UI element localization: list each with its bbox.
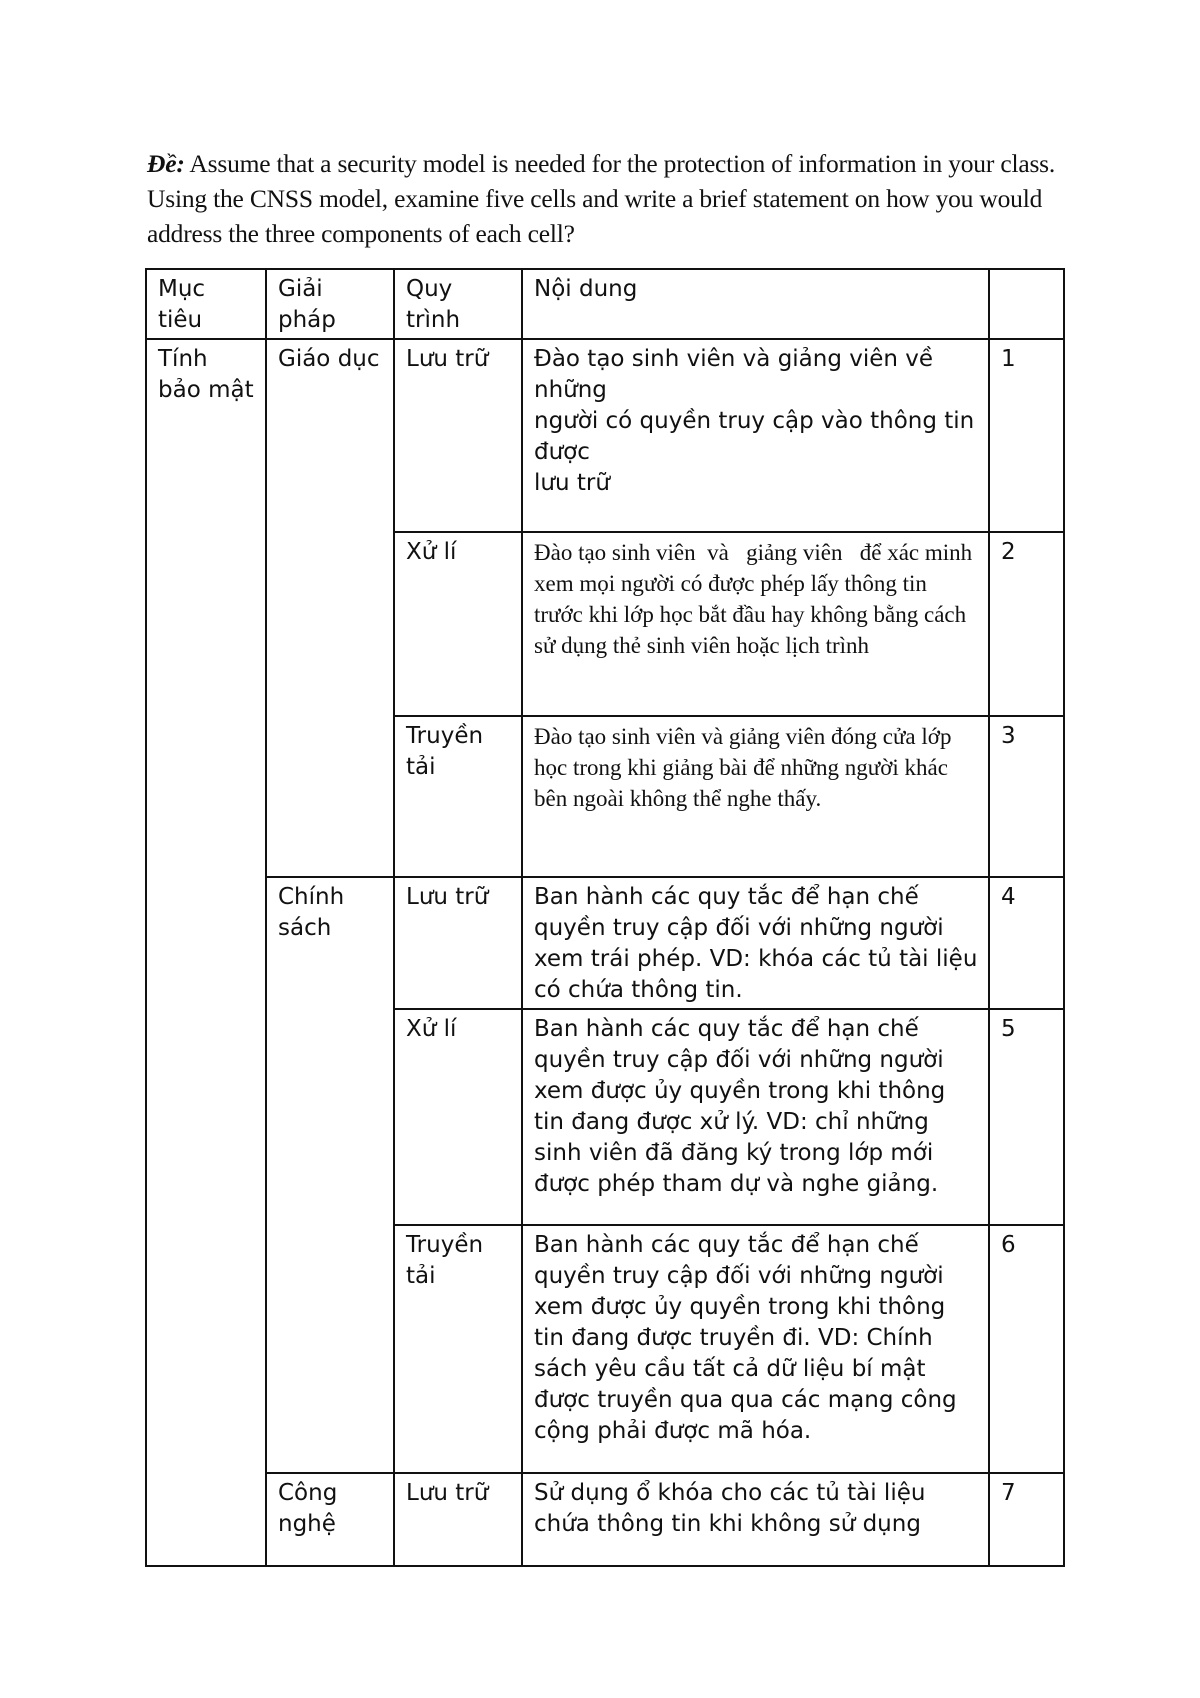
quy-trinh-cell: Truyền tải [394,1225,522,1473]
so-cell: 1 [989,339,1064,532]
giai-phap-chinh-sach: Chính sách [266,877,394,1473]
header-muc-tieu: Mục tiêu [146,269,266,339]
noi-dung-cell: Ban hành các quy tắc để hạn chế quyền truy cập đối với những người xem được ủy quyền trong khi thông tin đang được truyền đi. VD: Chính sách yêu cầu tất cả dữ liệu bí mật được truyền qua qua các mạng công cộng phải được mã hóa. [522,1225,989,1473]
quy-trinh-cell: Xử lí [394,532,522,716]
giai-phap-cong-nghe: Công nghệ [266,1473,394,1566]
noi-dung-cell: Ban hành các quy tắc để hạn chế quyền truy cập đối với những người xem trái phép. VD: khóa các tủ tài liệu có chứa thông tin. [522,877,989,1009]
prompt-lead: Đề: [147,149,185,178]
header-noi-dung: Nội dung [522,269,989,339]
quy-trinh-cell: Truyền tải [394,716,522,877]
noi-dung-cell: Đào tạo sinh viên và giảng viên đóng cửa lớp học trong khi giảng bài để những người khác bên ngoài không thể nghe thấy. [522,716,989,877]
table-row [146,339,1064,532]
quy-trinh-cell: Xử lí [394,1009,522,1225]
so-cell: 7 [989,1473,1064,1566]
table-row [146,1473,1064,1566]
noi-dung-cell: Đào tạo sinh viên và giảng viên để xác minh xem mọi người có được phép lấy thông tin trước khi lớp học bắt đầu hay không bằng cách sử dụng thẻ sinh viên hoặc lịch trình [522,532,989,716]
giai-phap-giao-duc: Giáo dục [266,339,394,877]
quy-trinh-cell: Lưu trữ [394,877,522,1009]
noi-dung-cell: Sử dụng ổ khóa cho các tủ tài liệu chứa thông tin khi không sử dụng [522,1473,989,1566]
so-cell: 2 [989,532,1064,716]
table-header-row [146,269,1064,339]
muc-tieu-cell: Tính bảo mật [146,339,266,1566]
quy-trinh-cell: Lưu trữ [394,339,522,532]
so-cell: 4 [989,877,1064,1009]
prompt-text: Assume that a security model is needed for the protection of information in your class. Using the CNSS model, examine five cells and write a brief statement on how you would address the three components of each cell? [147,149,1056,248]
header-giai-phap: Giải pháp [266,269,394,339]
so-cell: 5 [989,1009,1064,1225]
so-cell: 3 [989,716,1064,877]
assignment-prompt [147,146,1067,251]
noi-dung-cell: Ban hành các quy tắc để hạn chế quyền truy cập đối với những người xem được ủy quyền trong khi thông tin đang được xử lý. VD: chỉ những sinh viên đã đăng ký trong lớp mới được phép tham dự và nghe giảng. [522,1009,989,1225]
so-cell: 6 [989,1225,1064,1473]
header-quy-trinh: Quy trình [394,269,522,339]
quy-trinh-cell: Lưu trữ [394,1473,522,1566]
table-row [146,877,1064,1009]
noi-dung-cell: Đào tạo sinh viên và giảng viên về những người có quyền truy cập vào thông tin được lưu trữ [522,339,989,532]
cnss-table [145,268,1065,1567]
header-so [989,269,1064,339]
